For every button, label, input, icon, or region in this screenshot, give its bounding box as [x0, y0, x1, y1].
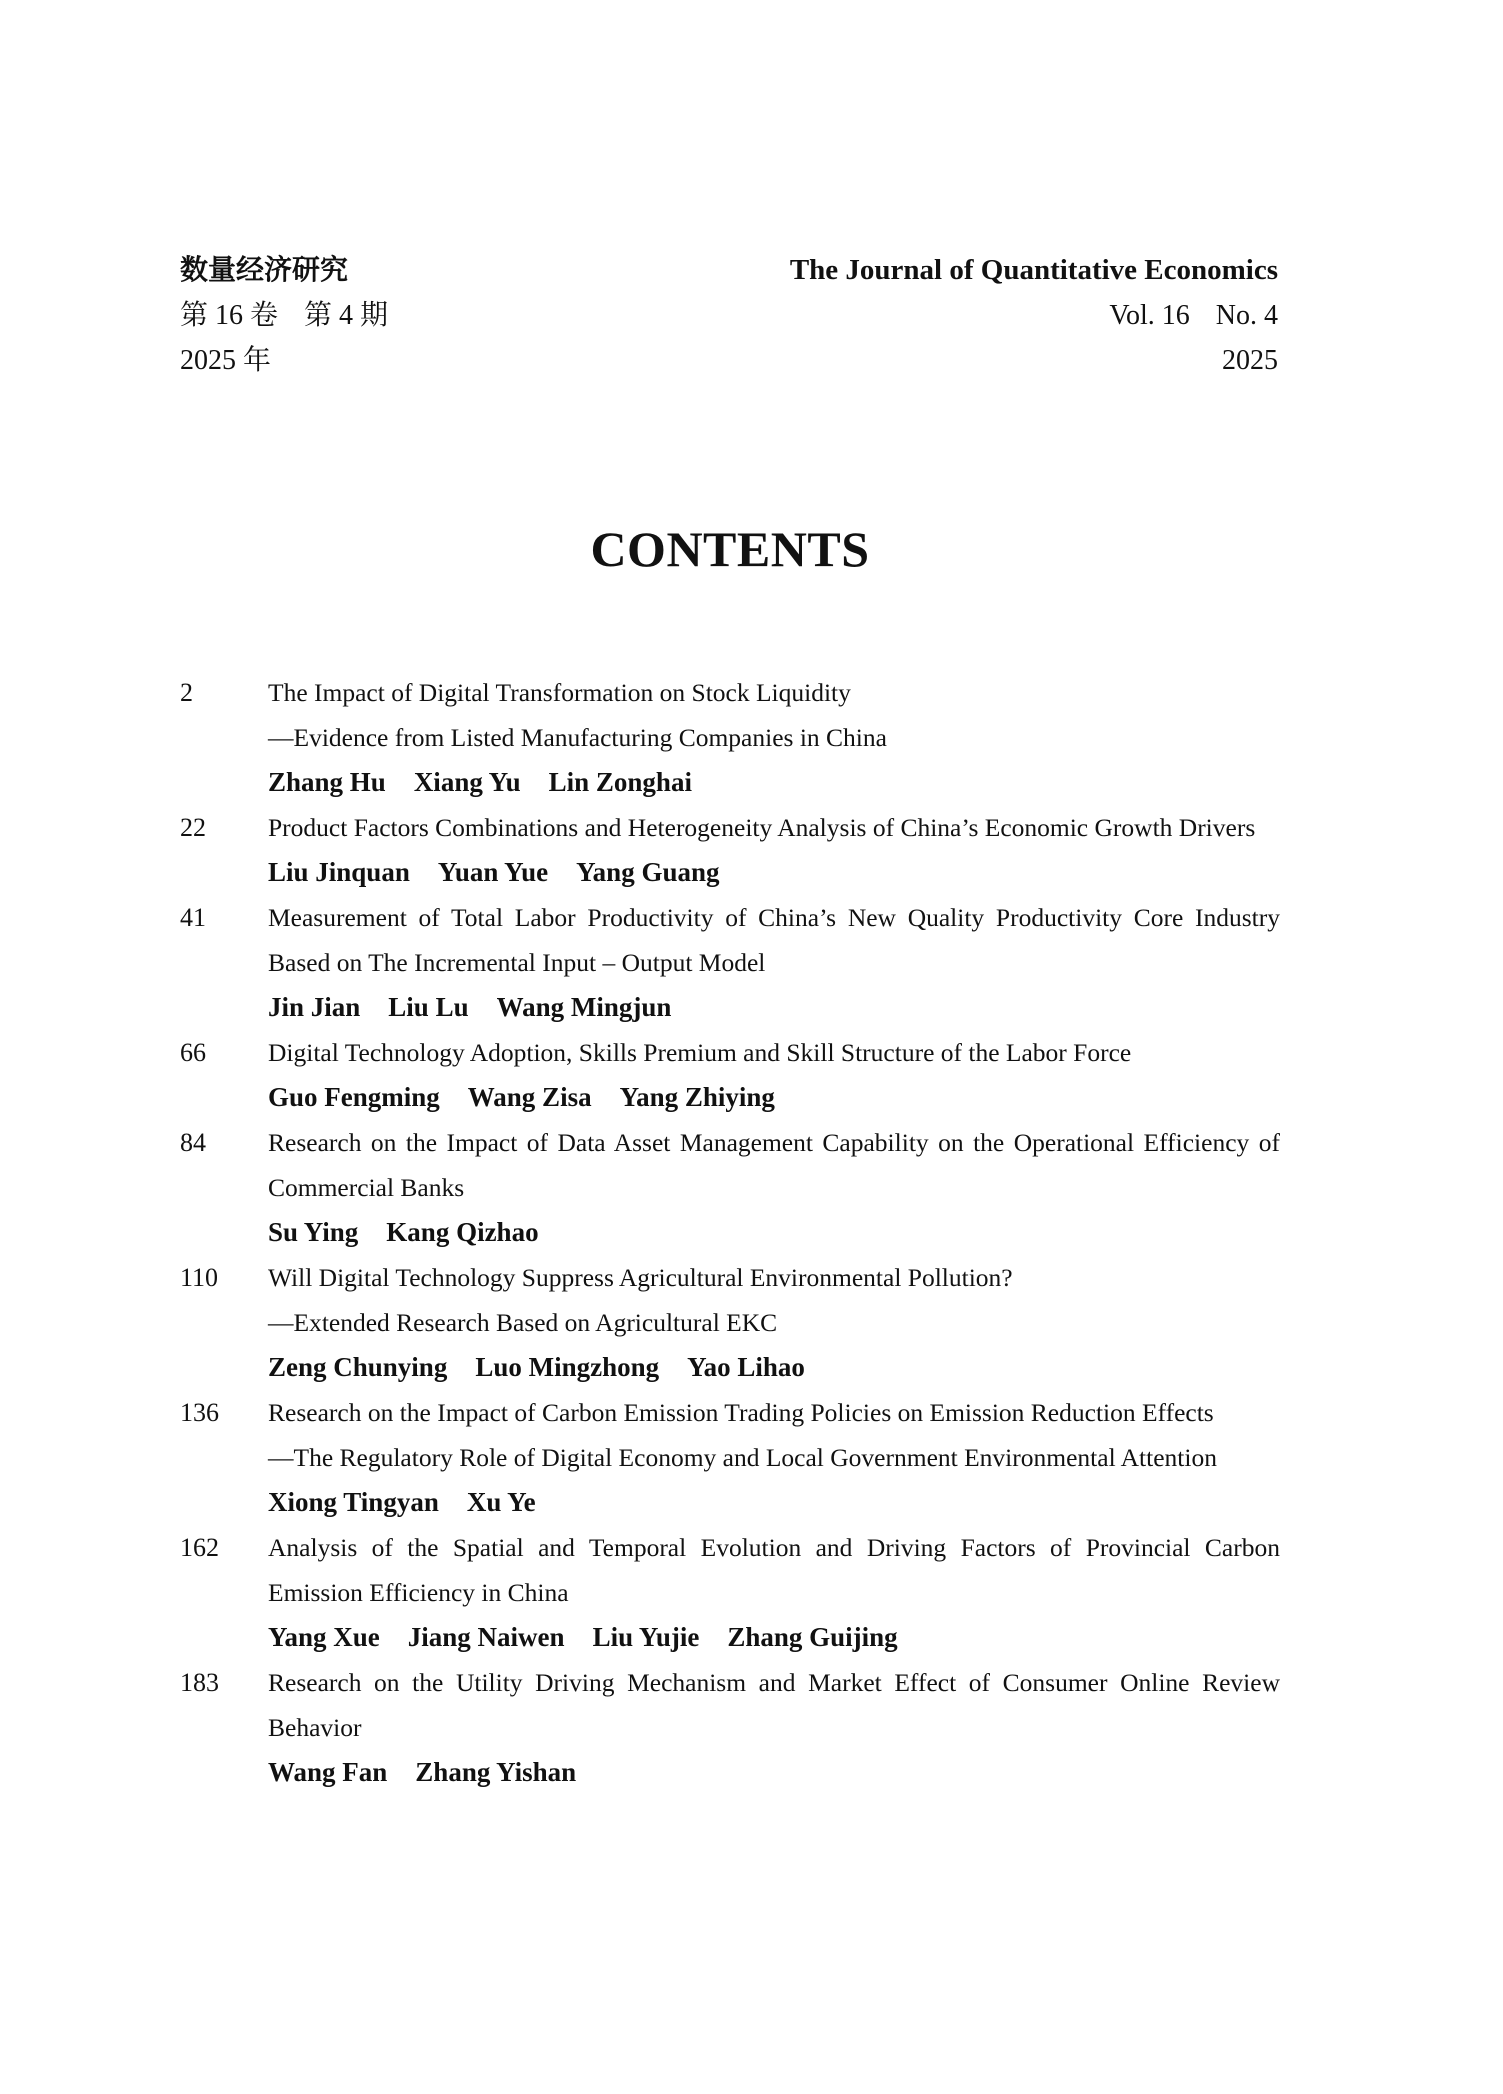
author-name: Wang Fan: [268, 1757, 388, 1787]
entry-page-number: 2: [180, 678, 193, 707]
year-cn: 2025 年: [180, 345, 272, 376]
entry-page-number: 162: [180, 1533, 219, 1562]
article-title: Will Digital Technology Suppress Agricultural Environmental Pollution?: [268, 1263, 1013, 1292]
toc-entry: [180, 805, 1280, 895]
article-title: Research on the Impact of Data Asset Management Capability on the Operational Efficiency of Commercial Banks: [268, 1128, 1280, 1202]
author-name: Jiang Naiwen: [407, 1622, 565, 1652]
issue-info-en: [1109, 300, 1278, 332]
article-authors: [268, 1075, 1280, 1120]
author-name: Xu Ye: [466, 1487, 536, 1517]
toc-entry: [180, 1030, 1280, 1120]
journal-masthead: [180, 248, 1278, 383]
author-name: Zhang Yishan: [415, 1757, 577, 1787]
table-of-contents: [180, 670, 1280, 1795]
toc-entry: [180, 1660, 1280, 1795]
entry-page-number: 41: [180, 903, 206, 932]
author-name: Wang Mingjun: [496, 992, 672, 1022]
entry-body: [268, 1120, 1280, 1255]
author-name: Zhang Guijing: [727, 1622, 898, 1652]
issue-en: No. 4: [1215, 300, 1278, 331]
author-name: Yang Zhiying: [619, 1082, 775, 1112]
author-name: Wang Zisa: [467, 1082, 592, 1112]
contents-heading: CONTENTS: [590, 521, 870, 577]
entry-body: [268, 1030, 1280, 1120]
article-authors: [268, 1345, 1280, 1390]
toc-entry: [180, 1120, 1280, 1255]
article-authors: [268, 985, 1280, 1030]
issue-info-cn: [180, 293, 388, 333]
entry-page-number: 84: [180, 1128, 206, 1157]
author-name: Zhang Hu: [268, 767, 386, 797]
journal-name-en: The Journal of Quantitative Economics: [789, 254, 1278, 286]
entry-page-number: 136: [180, 1398, 219, 1427]
masthead-issue-row: [180, 293, 1278, 338]
author-name: Kang Qizhao: [386, 1217, 539, 1247]
toc-entry: [180, 1390, 1280, 1525]
author-name: Liu Jinquan: [268, 857, 410, 887]
toc-entry: [180, 670, 1280, 805]
toc-entry: [180, 1255, 1280, 1390]
entry-page-number: 66: [180, 1038, 206, 1067]
volume-en: Vol. 16: [1109, 300, 1190, 331]
author-name: Yang Xue: [268, 1622, 380, 1652]
author-name: Liu Yujie: [592, 1622, 700, 1652]
author-name: Xiang Yu: [413, 767, 521, 797]
article-title: Product Factors Combinations and Heterogeneity Analysis of China’s Economic Growth Drivers: [268, 813, 1256, 842]
article-title: Analysis of the Spatial and Temporal Evolution and Driving Factors of Provincial Carbon Emission Efficiency in China: [268, 1533, 1280, 1607]
author-name: Liu Lu: [388, 992, 469, 1022]
entry-body: [268, 1390, 1280, 1525]
author-name: Yuan Yue: [437, 857, 549, 887]
masthead-year-row: [180, 338, 1278, 383]
article-title: Research on the Impact of Carbon Emission Trading Policies on Emission Reduction Effects: [268, 1398, 1214, 1427]
author-name: Lin Zonghai: [548, 767, 692, 797]
article-authors: [268, 1750, 1280, 1795]
author-name: Su Ying: [268, 1217, 359, 1247]
toc-entry: [180, 895, 1280, 1030]
masthead-title-row: [180, 248, 1278, 293]
author-name: Yang Guang: [576, 857, 720, 887]
article-subtitle: —The Regulatory Role of Digital Economy and Local Government Environmental Attention: [268, 1443, 1217, 1472]
article-authors: [268, 1480, 1280, 1525]
issue-cn: 第 4 期: [304, 300, 389, 331]
volume-cn: 第 16 卷: [180, 300, 279, 331]
article-title: The Impact of Digital Transformation on Stock Liquidity: [268, 678, 851, 707]
entry-body: [268, 805, 1280, 895]
entry-body: [268, 670, 1280, 805]
author-name: Zeng Chunying: [268, 1352, 448, 1382]
article-subtitle: —Extended Research Based on Agricultural EKC: [268, 1308, 778, 1337]
article-authors: [268, 850, 1280, 895]
entry-body: [268, 895, 1280, 1030]
article-title: Digital Technology Adoption, Skills Premium and Skill Structure of the Labor Force: [268, 1038, 1132, 1067]
author-name: Guo Fengming: [268, 1082, 440, 1112]
article-title: Measurement of Total Labor Productivity of China’s New Quality Productivity Core Industry Based on The Incremental Input – Output Model: [268, 903, 1280, 977]
article-authors: [268, 1615, 1280, 1660]
entry-body: [268, 1660, 1280, 1795]
entry-page-number: 110: [180, 1263, 219, 1292]
journal-name-cn: 数量经济研究: [180, 255, 349, 286]
year-en: 2025: [1222, 345, 1278, 376]
entry-page-number: 183: [180, 1668, 219, 1697]
article-subtitle: —Evidence from Listed Manufacturing Companies in China: [268, 723, 887, 752]
entry-body: [268, 1255, 1280, 1390]
article-title: Research on the Utility Driving Mechanism and Market Effect of Consumer Online Review Behavior: [268, 1668, 1280, 1742]
entry-page-number: 22: [180, 813, 206, 842]
article-authors: [268, 1210, 1280, 1255]
author-name: Luo Mingzhong: [475, 1352, 660, 1382]
toc-entry: [180, 1525, 1280, 1660]
author-name: Jin Jian: [268, 992, 361, 1022]
author-name: Xiong Tingyan: [268, 1487, 439, 1517]
entry-body: [268, 1525, 1280, 1660]
author-name: Yao Lihao: [687, 1352, 805, 1382]
article-authors: [268, 760, 1280, 805]
